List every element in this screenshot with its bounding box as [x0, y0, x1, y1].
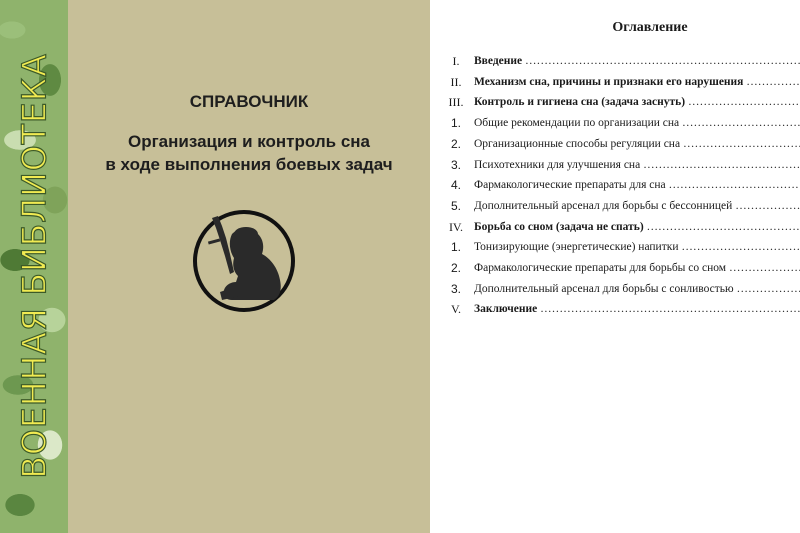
toc-item	[430, 156, 800, 174]
toc-item-number: III.	[448, 95, 464, 110]
toc-item	[430, 259, 800, 277]
toc-item-number: 4.	[450, 178, 461, 193]
toc-item	[430, 300, 800, 318]
toc-item	[430, 93, 800, 111]
toc-item-label: Дополнительный арсенал для борьбы с сонливостью ……………………………………………………………………………………………………………………	[474, 280, 800, 298]
toc-item	[430, 218, 800, 236]
toc-item-number: 2.	[450, 261, 461, 275]
camo-banner	[0, 0, 68, 533]
toc-item-label: Организационные способы регуляции сна ……………………………………………………………………………………………………………………	[474, 135, 800, 153]
toc-item-number: 3.	[450, 281, 461, 296]
toc-item-label: Механизм сна, причины и признаки его нарушения ……………………………………………………………………………………………………………………	[474, 73, 800, 91]
soldier-silhouette-icon	[192, 196, 296, 326]
toc-item	[430, 176, 800, 194]
toc-item-label: Заключение ……………………………………………………………………………………………………………………	[474, 300, 800, 318]
toc-item-number: V.	[450, 302, 462, 317]
toc-item-number: I.	[452, 54, 460, 68]
toc-item-label: Борьба со сном (задача не спать) ……………………………………………………………………………………………………………………	[474, 218, 800, 236]
toc-item-label: Тонизирующие (энергетические) напитки ……………………………………………………………………………………………………………………	[474, 238, 800, 256]
toc-item-number: 5.	[450, 198, 461, 213]
toc-item-number: 1.	[450, 240, 461, 255]
cover-label: СПРАВОЧНИК	[189, 92, 309, 111]
toc-item	[430, 135, 800, 153]
banner-text: ВОЕННАЯ БИБЛИОТЕКА	[14, 53, 54, 479]
toc-item	[430, 280, 800, 298]
toc-item-label: Контроль и гигиена сна (задача заснуть) ……………………………………………………………………………………………………………………	[474, 93, 800, 111]
cover-title-line: в ходе выполнения боевых задач	[105, 155, 393, 174]
toc-item-number: II.	[450, 74, 462, 89]
toc-item	[430, 114, 800, 132]
toc-item-number: 2.	[450, 136, 461, 151]
toc-item-number: 3.	[450, 157, 461, 172]
toc-item	[430, 197, 800, 215]
toc-item-label: Введение ……………………………………………………………………………………………………………………	[474, 52, 800, 70]
cover-title	[68, 130, 430, 176]
cover-title-line: Организация и контроль сна	[127, 132, 371, 151]
toc-item-label: Фармакологические препараты для борьбы со сном ……………………………………………………………………………………………………………………	[474, 259, 800, 277]
toc-item	[430, 238, 800, 256]
toc-item-label: Общие рекомендации по организации сна ……………………………………………………………………………………………………………………	[474, 114, 800, 132]
toc-item	[430, 52, 800, 70]
toc-item	[430, 73, 800, 91]
toc-item-label: Психотехники для улучшения сна ……………………………………………………………………………………………………………………	[474, 156, 800, 174]
toc-item-number: IV.	[448, 219, 464, 234]
book-cover	[68, 0, 430, 533]
toc-item-label: Дополнительный арсенал для борьбы с бессонницей ……………………………………………………………………………………………………………………	[474, 197, 800, 215]
toc-item-number: 1.	[450, 116, 461, 131]
table-of-contents	[430, 0, 800, 533]
toc-title: Оглавление	[612, 20, 688, 35]
toc-item-label: Фармакологические препараты для сна ……………………………………………………………………………………………………………………	[474, 176, 800, 194]
